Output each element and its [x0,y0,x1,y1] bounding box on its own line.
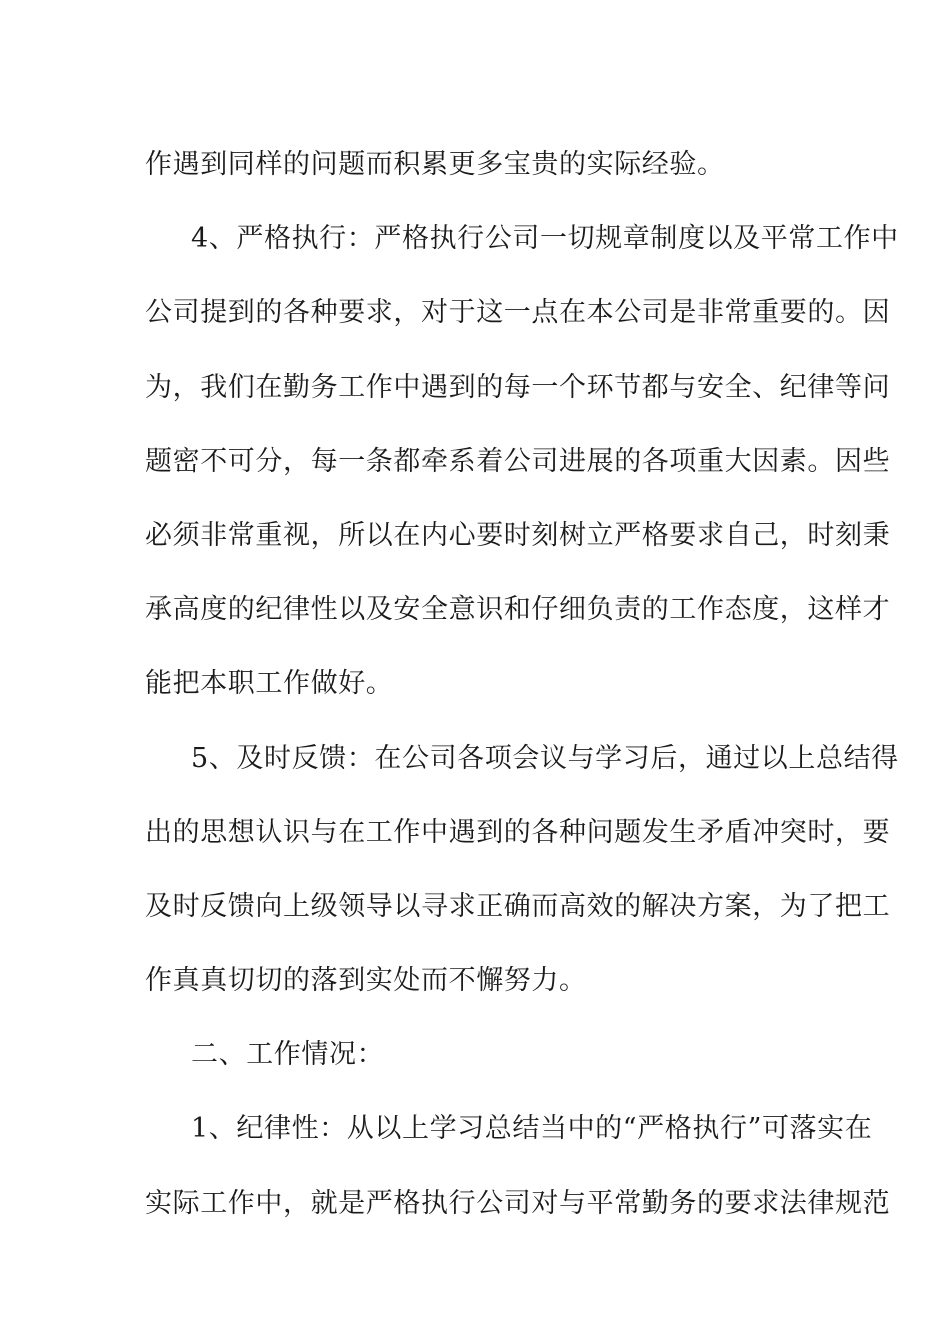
text-line: 作真真切切的落到实处而不懈努力。 [145,965,587,997]
text-line: 能把本职工作做好。 [145,668,394,700]
text-line: 作遇到同样的问题而积累更多宝贵的实际经验。 [145,149,725,180]
text-line: 公司提到的各种要求，对于这一点在本公司是非常重要的。因 [145,297,891,329]
body-text [145,128,899,1241]
text-line: 题密不可分，每一条都牵系着公司进展的各项重大因素。因些 [145,445,891,477]
text-line: 为，我们在勤务工作中遇到的每一个环节都与安全、纪律等问 [145,371,891,403]
text-line: 承高度的纪律性以及安全意识和仔细负责的工作态度，这样才 [145,594,891,626]
text-line: 出的思想认识与在工作中遇到的各种问题发生矛盾冲突时，要 [145,816,891,848]
text-line: 5、及时反馈：在公司各项会议与学习后，通过以上总结得 [191,742,899,774]
text-line: 实际工作中，就是严格执行公司对与平常勤务的要求法律规范 [145,1187,891,1219]
text-line: 必须非常重视，所以在内心要时刻树立严格要求自己，时刻秉 [145,519,891,551]
text-line: 1、纪律性：从以上学习总结当中的“严格执行”可落实在 [191,1113,873,1145]
text-line: 及时反馈向上级领导以寻求正确而高效的解决方案，为了把工 [145,890,891,922]
section-heading: 二、工作情况： [191,1039,385,1071]
text-line: 4、严格执行：严格执行公司一切规章制度以及平常工作中 [191,223,899,255]
